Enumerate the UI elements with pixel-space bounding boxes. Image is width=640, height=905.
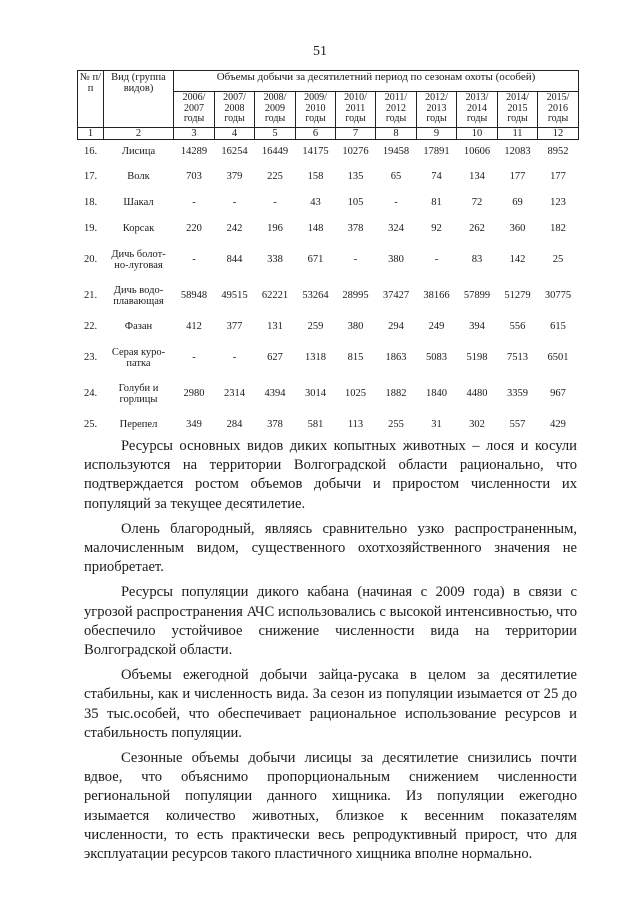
harvest-value: 5198 — [466, 352, 488, 363]
table-row — [78, 242, 579, 278]
table-row — [78, 190, 579, 216]
row-number: 16. — [83, 146, 98, 158]
column-number: 8 — [376, 128, 417, 140]
column-number: 6 — [296, 128, 336, 140]
season-header: 2015/ 2016 годы — [538, 92, 579, 128]
harvest-value: - — [192, 197, 196, 208]
harvest-value: - — [232, 352, 237, 363]
harvest-value: 30775 — [544, 290, 572, 301]
harvest-value: 177 — [550, 171, 566, 182]
harvest-value: 5083 — [426, 352, 447, 363]
harvest-value: 72 — [471, 197, 483, 208]
page-number: 51 — [313, 44, 327, 59]
harvest-value: 1840 — [426, 388, 447, 399]
harvest-value: 37427 — [382, 290, 410, 301]
harvest-value: - — [192, 352, 196, 363]
harvest-value: 53264 — [302, 290, 329, 301]
harvest-value: 429 — [550, 419, 566, 430]
row-number: 24. — [83, 388, 98, 399]
harvest-value: 31 — [431, 419, 442, 430]
harvest-value: 703 — [186, 171, 202, 182]
harvest-value: 43 — [310, 197, 321, 208]
column-number: 11 — [498, 128, 538, 140]
table-row — [78, 216, 579, 242]
harvest-value: - — [273, 197, 277, 208]
harvest-value: 284 — [226, 419, 243, 430]
harvest-value: 338 — [267, 254, 283, 265]
harvest-value: 967 — [550, 388, 566, 399]
column-number: 7 — [336, 128, 376, 140]
harvest-value: 38166 — [423, 290, 450, 301]
paragraph: Олень благородный, являясь сравнительно узко распространенным, малочисленным видом, существенного охотхозяйственного значения не приобретает. — [84, 520, 577, 576]
harvest-value: 255 — [388, 419, 404, 430]
table-body — [78, 140, 579, 438]
harvest-value: 12083 — [504, 146, 531, 158]
harvest-value: 177 — [509, 171, 526, 182]
harvest-value: 81 — [431, 197, 442, 208]
paragraph: Сезонные объемы добычи лисицы за десятилетие снизились почти вдвое, что объяснимо пропорциональным снижением численности региональной популяции данного хищника. Из популяции ежегодно изымается количество животных, близкое к весенним показателям численности, то есть практически весь репродуктивный прирост, что для эксплуатации ресурсов такого пластичного хищника вполне нормально. — [84, 750, 577, 863]
column-number: 12 — [538, 128, 579, 140]
harvest-value: 134 — [469, 171, 485, 182]
harvest-value: 2980 — [183, 388, 205, 399]
row-number: 19. — [83, 223, 98, 234]
harvest-value: 378 — [267, 419, 283, 430]
paragraph: Ресурсы популяции дикого кабана (начиная с 2009 года) в связи с угрозой распространения АЧС использовались с высокой интенсивностью, что обеспечило устойчивое снижение численности вида на территории Волгоградской области. — [84, 584, 577, 659]
harvest-value: 7513 — [507, 352, 528, 363]
col-no-header: № п/п — [78, 71, 104, 128]
harvest-value: 8952 — [547, 146, 569, 158]
harvest-value: 148 — [307, 223, 324, 234]
harvest-value: 62221 — [261, 290, 289, 301]
harvest-value: 4394 — [264, 388, 286, 399]
harvest-value: 14175 — [302, 146, 329, 158]
harvest-value: 135 — [347, 171, 364, 182]
group-header: Объемы добычи за десятилетний период по сезонам охоты (особей) — [174, 71, 579, 92]
harvest-value: 49515 — [221, 290, 248, 301]
harvest-value: 83 — [471, 254, 483, 265]
harvest-value: 3359 — [507, 388, 528, 399]
species-name: Серая куро-патка — [111, 346, 166, 369]
harvest-value: 17891 — [423, 146, 450, 158]
harvest-value: - — [434, 254, 439, 265]
harvest-value: 557 — [509, 419, 526, 430]
species-name: Дичь водо-плавающая — [113, 284, 164, 307]
harvest-value: 16449 — [261, 146, 289, 158]
season-header: 2010/ 2011 годы — [336, 92, 376, 128]
row-number: 20. — [83, 254, 98, 265]
harvest-value: 113 — [347, 419, 364, 430]
column-number: 5 — [255, 128, 296, 140]
harvest-value: 57899 — [463, 290, 491, 301]
harvest-value: 581 — [307, 419, 324, 430]
harvest-value: 4480 — [466, 388, 488, 399]
species-name: Лисица — [121, 146, 156, 158]
season-header: 2014/ 2015 годы — [498, 92, 538, 128]
harvest-value: 1863 — [385, 352, 407, 363]
harvest-value: 377 — [226, 321, 243, 332]
species-name: Голуби и горлицы — [118, 382, 159, 405]
species-name: Волк — [127, 171, 150, 182]
harvest-value: 65 — [390, 171, 402, 182]
harvest-value: 158 — [307, 171, 324, 182]
harvest-value: 105 — [347, 197, 364, 208]
harvest-value: 380 — [347, 321, 364, 332]
row-number: 21. — [83, 290, 98, 301]
species-name: Фазан — [124, 321, 153, 332]
paragraph: Объемы ежегодной добычи зайца-русака в целом за десятилетие стабильны, как и численность вида. За сезон из популяции изымается от 25 до 35 тыс.особей, что обеспечивает рациональное использование ресурсов и стабильность популяции. — [84, 667, 577, 741]
harvest-value: 19458 — [382, 146, 410, 158]
season-header: 2007/ 2008 годы — [215, 92, 255, 128]
harvest-value: 242 — [226, 223, 243, 234]
season-header: 2012/ 2013 годы — [417, 92, 457, 128]
harvest-value: 3014 — [305, 388, 326, 399]
harvest-value: 324 — [388, 223, 404, 234]
harvest-value: 58948 — [180, 290, 208, 301]
column-number: 10 — [457, 128, 498, 140]
harvest-table — [77, 70, 579, 438]
species-name: Корсак — [122, 223, 155, 234]
body-text — [84, 437, 577, 870]
table-row — [78, 376, 579, 412]
harvest-value: 225 — [267, 171, 283, 182]
harvest-value: 2314 — [224, 388, 245, 399]
table-row — [78, 164, 579, 190]
species-name: Перепел — [119, 419, 158, 430]
season-header: 2009/ 2010 годы — [296, 92, 336, 128]
harvest-value: 142 — [509, 254, 526, 265]
harvest-value: 14289 — [180, 146, 208, 158]
harvest-value: 349 — [186, 419, 202, 430]
col-species-header: Вид (группа видов) — [104, 71, 174, 128]
column-number-row — [78, 128, 579, 140]
harvest-value: - — [192, 254, 196, 265]
harvest-value: 10606 — [463, 146, 491, 158]
harvest-value: 1882 — [385, 388, 407, 399]
harvest-value: - — [353, 254, 358, 265]
harvest-value: 615 — [550, 321, 566, 332]
table-row — [78, 140, 579, 164]
row-number: 25. — [83, 419, 98, 430]
row-number: 22. — [83, 321, 98, 332]
harvest-value: 412 — [186, 321, 202, 332]
harvest-value: 249 — [428, 321, 445, 332]
table-row — [78, 278, 579, 314]
harvest-value: 378 — [347, 223, 364, 234]
paragraph: Ресурсы основных видов диких копытных животных – лося и косули используются на территории Волгоградской области рационально, что подтверждается ростом объемов добычи и приростом численности их популяций за текущее десятилетие. — [84, 438, 577, 512]
species-name: Шакал — [123, 197, 154, 208]
column-number: 3 — [174, 128, 215, 140]
table-row — [78, 314, 579, 340]
column-number: 9 — [417, 128, 457, 140]
harvest-value: 360 — [509, 223, 526, 234]
harvest-value: 259 — [307, 321, 324, 332]
harvest-value: 380 — [388, 254, 404, 265]
harvest-value: 69 — [512, 197, 523, 208]
harvest-value: 16254 — [221, 146, 248, 158]
harvest-value: - — [232, 197, 237, 208]
harvest-value: 262 — [469, 223, 485, 234]
harvest-value: 671 — [307, 254, 324, 265]
column-number: 4 — [215, 128, 255, 140]
harvest-value: 302 — [469, 419, 485, 430]
row-number: 18. — [83, 197, 98, 208]
harvest-value: 25 — [552, 254, 564, 265]
column-number: 1 — [78, 128, 104, 140]
row-number: 23. — [83, 352, 98, 363]
harvest-value: 28995 — [342, 290, 369, 301]
harvest-value: 10276 — [342, 146, 369, 158]
harvest-value: 51279 — [504, 290, 531, 301]
season-header: 2008/ 2009 годы — [255, 92, 296, 128]
harvest-value: 294 — [388, 321, 404, 332]
row-number: 17. — [83, 171, 98, 182]
table-row — [78, 412, 579, 438]
harvest-value: 74 — [431, 171, 442, 182]
harvest-value: 844 — [226, 254, 243, 265]
harvest-value: 627 — [267, 352, 283, 363]
column-number: 2 — [104, 128, 174, 140]
season-header: 2006/ 2007 годы — [174, 92, 215, 128]
table-row — [78, 340, 579, 376]
harvest-value: 1318 — [305, 352, 326, 363]
harvest-value: 123 — [550, 197, 566, 208]
harvest-value: 556 — [509, 321, 526, 332]
harvest-value: - — [394, 197, 398, 208]
harvest-value: 379 — [226, 171, 243, 182]
harvest-value: 220 — [186, 223, 202, 234]
harvest-value: 394 — [469, 321, 485, 332]
season-header: 2013/ 2014 годы — [457, 92, 498, 128]
harvest-value: 131 — [267, 321, 283, 332]
harvest-value: 182 — [550, 223, 566, 234]
season-header: 2011/ 2012 годы — [376, 92, 417, 128]
harvest-value: 92 — [431, 223, 442, 234]
species-name: Дичь болот-но-луговая — [111, 248, 166, 271]
harvest-value: 815 — [347, 352, 364, 363]
harvest-value: 196 — [267, 223, 283, 234]
harvest-value: 6501 — [547, 352, 569, 363]
harvest-value: 1025 — [345, 388, 366, 399]
